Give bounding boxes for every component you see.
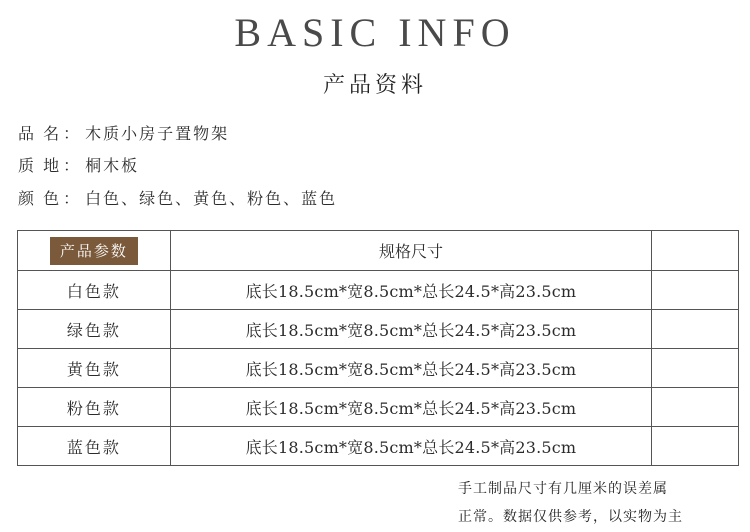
row-spec-value: 底长18.5cm*宽8.5cm*总长24.5*高23.5cm: [170, 349, 651, 388]
row-extra-cell: [652, 271, 739, 310]
spec-table: [17, 230, 739, 466]
row-color-label: 蓝色款: [18, 427, 171, 466]
table-row: [18, 388, 739, 427]
row-extra-cell: [652, 349, 739, 388]
info-value-material: 桐木板: [85, 156, 140, 175]
table-header-row: [18, 231, 739, 271]
row-extra-cell: [652, 310, 739, 349]
info-row-color: [18, 187, 337, 211]
row-extra-cell: [652, 427, 739, 466]
row-color-label: 绿色款: [18, 310, 171, 349]
header-cell-params: [18, 231, 171, 271]
table-row: [18, 310, 739, 349]
row-spec-value: 底长18.5cm*宽8.5cm*总长24.5*高23.5cm: [170, 427, 651, 466]
row-color-label: 黄色款: [18, 349, 171, 388]
table-row: [18, 349, 739, 388]
row-color-label: 白色款: [18, 271, 171, 310]
info-separator: ：: [63, 189, 82, 208]
info-row-material: [18, 154, 139, 178]
note-line-2: 正常。数据仅供参考，以实物为主: [458, 509, 683, 525]
row-spec-value: 底长18.5cm*宽8.5cm*总长24.5*高23.5cm: [170, 388, 651, 427]
params-badge: 产品参数: [50, 237, 138, 265]
info-label-material: 质 地: [18, 156, 62, 175]
row-spec-value: 底长18.5cm*宽8.5cm*总长24.5*高23.5cm: [170, 310, 651, 349]
header-cell-spec: 规格尺寸: [170, 231, 651, 271]
table-row: [18, 427, 739, 466]
info-separator: ：: [63, 124, 82, 143]
page-title-cn: 产品资料: [322, 73, 427, 98]
row-spec-value: 底长18.5cm*宽8.5cm*总长24.5*高23.5cm: [170, 271, 651, 310]
info-value-name: 木质小房子置物架: [85, 124, 230, 143]
header-cell-extra: [652, 231, 739, 271]
row-color-label: 粉色款: [18, 388, 171, 427]
table-row: [18, 271, 739, 310]
info-separator: ：: [63, 156, 82, 175]
info-row-name: [18, 122, 229, 146]
info-label-name: 品 名: [18, 124, 62, 143]
note-line-1: 手工制品尺寸有几厘米的误差属: [458, 481, 668, 497]
page-title-en: BASIC INFO: [234, 10, 516, 55]
info-label-color: 颜 色: [18, 189, 62, 208]
info-value-color: 白色、绿色、黄色、粉色、蓝色: [85, 189, 338, 208]
row-extra-cell: [652, 388, 739, 427]
